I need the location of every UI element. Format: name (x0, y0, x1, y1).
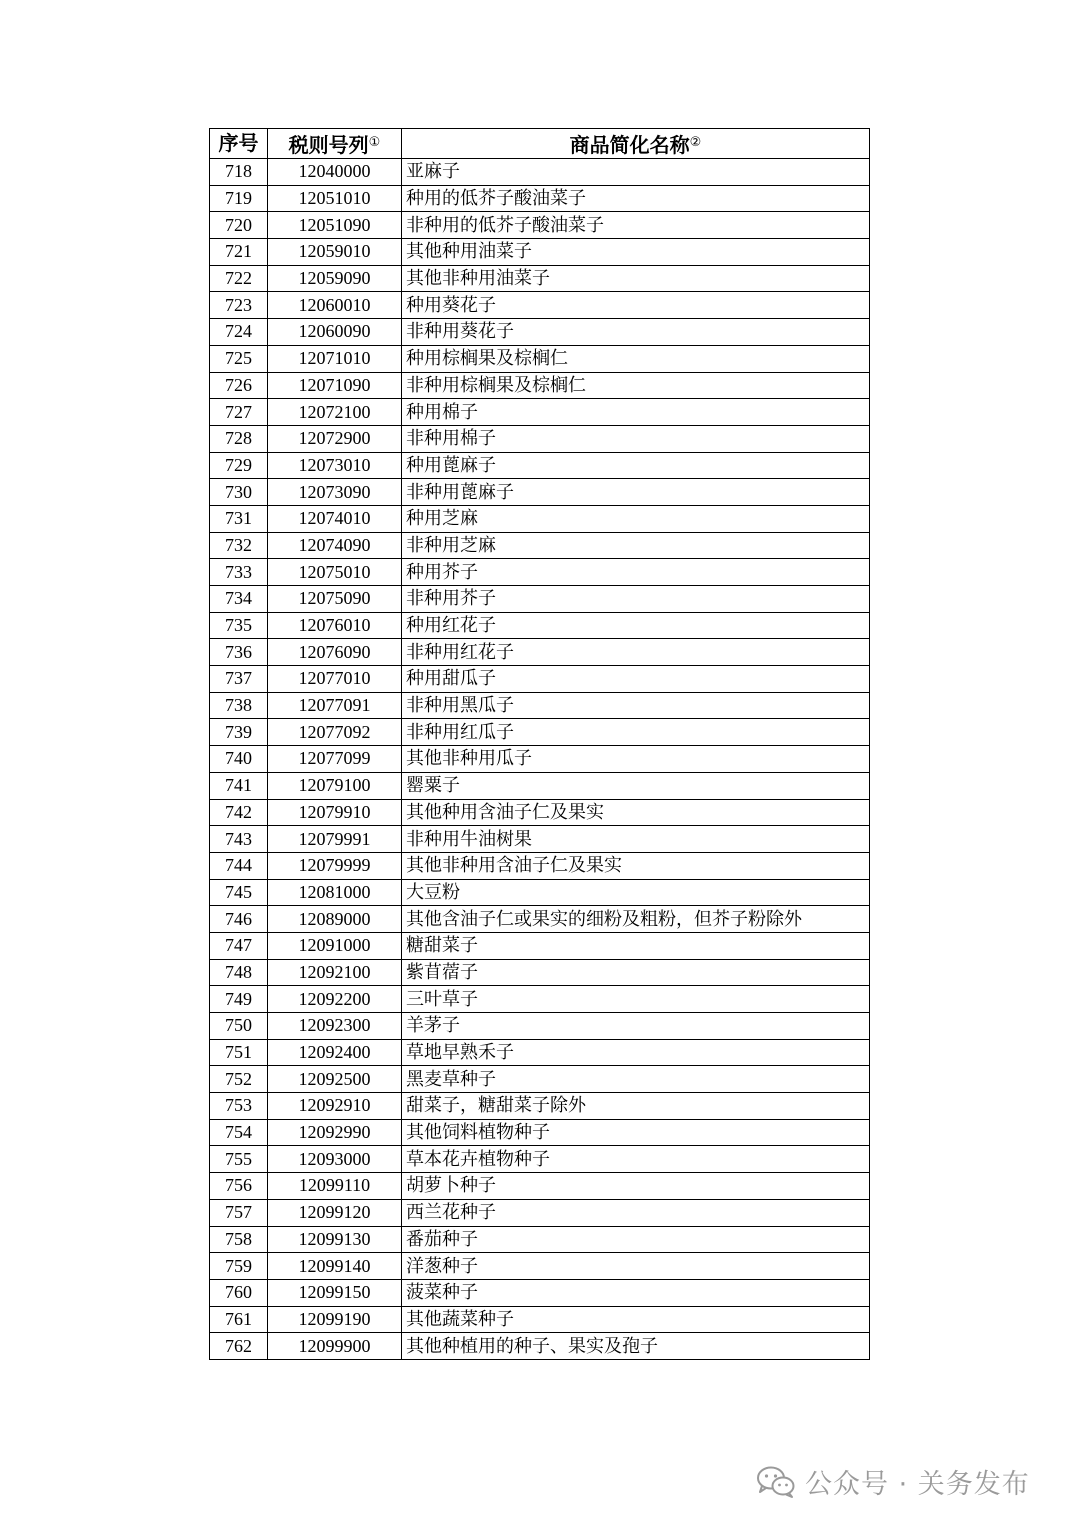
table-row (210, 612, 870, 639)
cell-seq: 753 (210, 1093, 268, 1120)
cell-code: 12092990 (268, 1119, 402, 1146)
cell-code: 12079999 (268, 852, 402, 879)
cell-name: 草本花卉植物种子 (402, 1146, 870, 1173)
cell-seq: 722 (210, 265, 268, 292)
table-row (210, 399, 870, 426)
table-row (210, 345, 870, 372)
header-code-footnote: ① (368, 134, 381, 150)
cell-code: 12079991 (268, 826, 402, 853)
cell-code: 12093000 (268, 1146, 402, 1173)
cell-code: 12091000 (268, 932, 402, 959)
cell-seq: 748 (210, 959, 268, 986)
table-row (210, 505, 870, 532)
cell-seq: 742 (210, 799, 268, 826)
cell-seq: 739 (210, 719, 268, 746)
table-row (210, 1199, 870, 1226)
cell-code: 12059090 (268, 265, 402, 292)
cell-name: 菠菜种子 (402, 1279, 870, 1306)
cell-name: 种用葵花子 (402, 292, 870, 319)
cell-seq: 731 (210, 505, 268, 532)
cell-seq: 756 (210, 1173, 268, 1200)
cell-code: 12081000 (268, 879, 402, 906)
cell-seq: 725 (210, 345, 268, 372)
cell-code: 12074090 (268, 532, 402, 559)
cell-code: 12071010 (268, 345, 402, 372)
table-row (210, 879, 870, 906)
cell-seq: 732 (210, 532, 268, 559)
cell-name: 种用的低芥子酸油菜子 (402, 185, 870, 212)
cell-code: 12099110 (268, 1173, 402, 1200)
cell-code: 12099900 (268, 1333, 402, 1360)
cell-seq: 743 (210, 826, 268, 853)
cell-name: 洋葱种子 (402, 1253, 870, 1280)
cell-name: 番茄种子 (402, 1226, 870, 1253)
cell-seq: 746 (210, 906, 268, 933)
cell-name: 非种用牛油树果 (402, 826, 870, 853)
cell-code: 12099190 (268, 1306, 402, 1333)
cell-code: 12075010 (268, 559, 402, 586)
table-body (210, 159, 870, 1360)
cell-code: 12092200 (268, 986, 402, 1013)
table-row (210, 1306, 870, 1333)
cell-seq: 720 (210, 212, 268, 239)
cell-seq: 729 (210, 452, 268, 479)
cell-name: 非种用棕榈果及棕榈仁 (402, 372, 870, 399)
table-row (210, 1253, 870, 1280)
cell-code: 12079910 (268, 799, 402, 826)
cell-code: 12099120 (268, 1199, 402, 1226)
cell-seq: 735 (210, 612, 268, 639)
table-row (210, 639, 870, 666)
cell-seq: 723 (210, 292, 268, 319)
table-row (210, 559, 870, 586)
cell-seq: 738 (210, 692, 268, 719)
cell-name: 糖甜菜子 (402, 932, 870, 959)
table-row (210, 532, 870, 559)
cell-name: 非种用棉子 (402, 425, 870, 452)
table-row (210, 479, 870, 506)
table-row (210, 1333, 870, 1360)
watermark-text: 公众号 · 关务发布 (805, 1469, 1030, 1500)
cell-code: 12099150 (268, 1279, 402, 1306)
wechat-icon (757, 1466, 795, 1498)
watermark (757, 1462, 1030, 1501)
cell-seq: 752 (210, 1066, 268, 1093)
cell-seq: 757 (210, 1199, 268, 1226)
table-row (210, 959, 870, 986)
cell-seq: 759 (210, 1253, 268, 1280)
cell-seq: 724 (210, 319, 268, 346)
cell-code: 12076010 (268, 612, 402, 639)
table-row (210, 452, 870, 479)
table-row (210, 1066, 870, 1093)
table-row (210, 746, 870, 773)
table-row (210, 159, 870, 186)
table-row (210, 1279, 870, 1306)
table-row (210, 906, 870, 933)
table-row (210, 1226, 870, 1253)
cell-code: 12077091 (268, 692, 402, 719)
cell-name: 非种用蓖麻子 (402, 479, 870, 506)
cell-code: 12092400 (268, 1039, 402, 1066)
cell-name: 大豆粉 (402, 879, 870, 906)
cell-code: 12071090 (268, 372, 402, 399)
cell-name: 其他蔬菜种子 (402, 1306, 870, 1333)
cell-seq: 745 (210, 879, 268, 906)
cell-seq: 733 (210, 559, 268, 586)
cell-name: 非种用芝麻 (402, 532, 870, 559)
cell-seq: 730 (210, 479, 268, 506)
cell-code: 12089000 (268, 906, 402, 933)
table-row (210, 185, 870, 212)
table-row (210, 719, 870, 746)
table-row (210, 425, 870, 452)
cell-name: 非种用的低芥子酸油菜子 (402, 212, 870, 239)
table-row (210, 932, 870, 959)
cell-code: 12060090 (268, 319, 402, 346)
cell-code: 12077099 (268, 746, 402, 773)
table-row (210, 666, 870, 693)
cell-name: 紫苜蓿子 (402, 959, 870, 986)
cell-name: 草地早熟禾子 (402, 1039, 870, 1066)
header-name-footnote: ② (689, 134, 702, 150)
cell-name: 其他饲料植物种子 (402, 1119, 870, 1146)
cell-seq: 740 (210, 746, 268, 773)
cell-code: 12060010 (268, 292, 402, 319)
cell-seq: 726 (210, 372, 268, 399)
cell-name: 非种用红花子 (402, 639, 870, 666)
cell-name: 亚麻子 (402, 159, 870, 186)
cell-seq: 744 (210, 852, 268, 879)
cell-code: 12075090 (268, 586, 402, 613)
table-row (210, 1039, 870, 1066)
table-row (210, 372, 870, 399)
cell-code: 12072900 (268, 425, 402, 452)
cell-code: 12072100 (268, 399, 402, 426)
header-seq: 序号 (210, 129, 268, 159)
cell-name: 其他含油子仁或果实的细粉及粗粉，但芥子粉除外 (402, 906, 870, 933)
cell-name: 种用棉子 (402, 399, 870, 426)
cell-code: 12076090 (268, 639, 402, 666)
cell-name: 胡萝卜种子 (402, 1173, 870, 1200)
cell-name: 种用蓖麻子 (402, 452, 870, 479)
cell-code: 12074010 (268, 505, 402, 532)
table-header-row (210, 129, 870, 159)
cell-code: 12051090 (268, 212, 402, 239)
cell-name: 其他种用油菜子 (402, 239, 870, 266)
cell-seq: 727 (210, 399, 268, 426)
table-row (210, 826, 870, 853)
cell-name: 非种用芥子 (402, 586, 870, 613)
cell-code: 12077092 (268, 719, 402, 746)
cell-name: 羊茅子 (402, 1013, 870, 1040)
cell-code: 12079100 (268, 772, 402, 799)
cell-code: 12040000 (268, 159, 402, 186)
tariff-table (209, 128, 870, 1360)
cell-code: 12092100 (268, 959, 402, 986)
table-row (210, 212, 870, 239)
table-row (210, 319, 870, 346)
cell-seq: 719 (210, 185, 268, 212)
cell-seq: 762 (210, 1333, 268, 1360)
table-row (210, 239, 870, 266)
cell-name: 西兰花种子 (402, 1199, 870, 1226)
cell-name: 种用芥子 (402, 559, 870, 586)
cell-name: 其他非种用瓜子 (402, 746, 870, 773)
cell-name: 其他种用含油子仁及果实 (402, 799, 870, 826)
cell-seq: 741 (210, 772, 268, 799)
cell-name: 三叶草子 (402, 986, 870, 1013)
cell-seq: 755 (210, 1146, 268, 1173)
cell-code: 12073090 (268, 479, 402, 506)
table-row (210, 1119, 870, 1146)
cell-seq: 736 (210, 639, 268, 666)
table-row (210, 986, 870, 1013)
cell-seq: 718 (210, 159, 268, 186)
cell-seq: 734 (210, 586, 268, 613)
cell-code: 12059010 (268, 239, 402, 266)
table-row (210, 772, 870, 799)
table-row (210, 692, 870, 719)
table-row (210, 265, 870, 292)
cell-code: 12092500 (268, 1066, 402, 1093)
cell-seq: 754 (210, 1119, 268, 1146)
cell-seq: 747 (210, 932, 268, 959)
cell-name: 非种用红瓜子 (402, 719, 870, 746)
cell-name: 非种用葵花子 (402, 319, 870, 346)
cell-code: 12099130 (268, 1226, 402, 1253)
cell-name: 种用甜瓜子 (402, 666, 870, 693)
table-row (210, 586, 870, 613)
cell-name: 罂粟子 (402, 772, 870, 799)
cell-code: 12077010 (268, 666, 402, 693)
cell-name: 黑麦草种子 (402, 1066, 870, 1093)
cell-name: 种用棕榈果及棕榈仁 (402, 345, 870, 372)
cell-name: 其他非种用含油子仁及果实 (402, 852, 870, 879)
table-row (210, 1146, 870, 1173)
table-row (210, 1093, 870, 1120)
table-row (210, 1013, 870, 1040)
cell-name: 非种用黑瓜子 (402, 692, 870, 719)
header-name: 商品简化名称② (402, 129, 870, 159)
header-code: 税则号列① (268, 129, 402, 159)
cell-seq: 728 (210, 425, 268, 452)
cell-code: 12051010 (268, 185, 402, 212)
table-row (210, 1173, 870, 1200)
table-row (210, 292, 870, 319)
cell-seq: 737 (210, 666, 268, 693)
cell-code: 12073010 (268, 452, 402, 479)
cell-seq: 761 (210, 1306, 268, 1333)
cell-name: 种用红花子 (402, 612, 870, 639)
cell-seq: 749 (210, 986, 268, 1013)
cell-seq: 721 (210, 239, 268, 266)
cell-name: 其他种植用的种子、果实及孢子 (402, 1333, 870, 1360)
cell-code: 12092910 (268, 1093, 402, 1120)
table-row (210, 852, 870, 879)
cell-name: 其他非种用油菜子 (402, 265, 870, 292)
cell-code: 12099140 (268, 1253, 402, 1280)
cell-seq: 760 (210, 1279, 268, 1306)
cell-name: 甜菜子，糖甜菜子除外 (402, 1093, 870, 1120)
cell-seq: 758 (210, 1226, 268, 1253)
cell-seq: 750 (210, 1013, 268, 1040)
cell-name: 种用芝麻 (402, 505, 870, 532)
cell-code: 12092300 (268, 1013, 402, 1040)
cell-seq: 751 (210, 1039, 268, 1066)
table-row (210, 799, 870, 826)
